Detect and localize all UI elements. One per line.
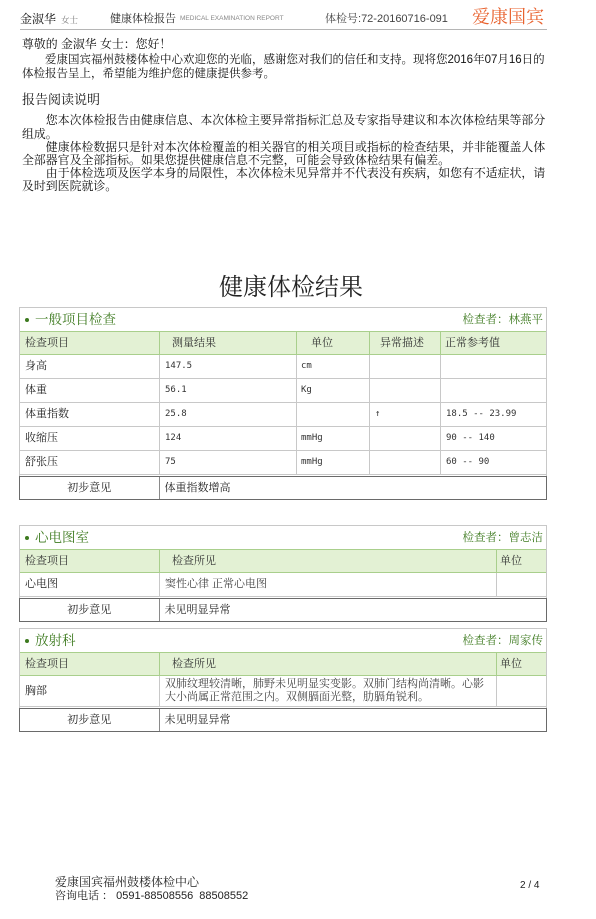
cell-abnormal-flag xyxy=(370,427,441,450)
preliminary-opinion-row xyxy=(19,708,547,732)
patient-honorific: 女士 xyxy=(61,15,79,25)
results-title: 健康体检结果 xyxy=(219,274,363,301)
footer-phone: 咨询电话 ： 0591-88508556 88508552 xyxy=(55,890,249,902)
exam-number-label: 体检号: xyxy=(325,13,362,25)
bullet-icon xyxy=(25,536,29,540)
cell-item: 收缩压 xyxy=(20,427,160,450)
column-header-item: 检查项目 xyxy=(20,332,160,354)
table-row xyxy=(20,573,546,597)
cell-item: 胸部 xyxy=(20,676,160,706)
cell-item: 体重 xyxy=(20,379,160,402)
cell-unit: Kg xyxy=(297,379,370,402)
column-header-item: 检查项目 xyxy=(20,550,160,572)
reading-guide xyxy=(22,114,549,193)
table-row xyxy=(20,355,546,379)
column-header-finding: 检查所见 xyxy=(160,653,497,675)
cell-abnormal-flag xyxy=(370,355,441,378)
examiner xyxy=(463,634,544,648)
exam-number-value: 72-20160716-091 xyxy=(361,13,448,25)
reading-guide-paragraph: 健康体检数据只是针对本次体检覆盖的相关器官的相关项目或指标的检查结果，并非能覆盖人体全部器官及全部指标。如果您提供健康信息不完整，可能会导致体检结果有偏差。 xyxy=(22,139,546,167)
cell-item: 舒张压 xyxy=(20,451,160,474)
section-title: 心电图室 xyxy=(35,529,89,545)
page-number: 2 / 4 xyxy=(520,880,540,891)
cell-result: 25.8 xyxy=(160,403,297,426)
table-row xyxy=(20,676,546,707)
table-row xyxy=(20,451,546,475)
section-title: 放射科 xyxy=(35,632,76,648)
reading-guide-paragraph: 由于体检选项及医学本身的局限性，本次体检未见异常并不代表没有疾病，如您有不适症状，请及时到医院就诊。 xyxy=(22,166,546,194)
examiner xyxy=(463,313,544,327)
cell-unit: cm xyxy=(297,355,370,378)
table-row xyxy=(20,427,546,451)
section-header xyxy=(20,526,546,549)
bullet-icon xyxy=(25,318,29,322)
preliminary-opinion-text: 体重指数增高 xyxy=(164,481,231,494)
column-header-item: 检查项目 xyxy=(20,653,160,675)
section-header xyxy=(20,308,546,331)
cell-unit: mmHg xyxy=(297,451,370,474)
header-divider xyxy=(20,29,547,30)
cell-reference xyxy=(441,379,546,402)
cell-unit: mmHg xyxy=(297,427,370,450)
column-header-unit: 单位 xyxy=(500,657,522,670)
column-header-result: 测量结果 xyxy=(160,332,297,354)
preliminary-opinion-label: 初步意见 xyxy=(20,599,160,621)
table-row xyxy=(20,403,546,427)
column-header-unit: 单位 xyxy=(500,554,522,567)
cell-item: 体重指数 xyxy=(20,403,160,426)
bullet-icon xyxy=(25,639,29,643)
section-header xyxy=(20,629,546,652)
examiner-name: 曾志洁 xyxy=(508,531,543,544)
cell-reference: 18.5 -- 23.99 xyxy=(446,409,517,419)
preliminary-opinion-text: 未见明显异常 xyxy=(164,603,231,616)
preliminary-opinion-row xyxy=(19,476,547,500)
patient-name: 金淑华 xyxy=(20,12,57,26)
column-header-abnormal: 异常描述 xyxy=(370,332,441,354)
section-radiology xyxy=(19,628,547,732)
examiner-name: 周家传 xyxy=(508,634,543,647)
cell-result: 147.5 xyxy=(160,355,297,378)
section-ecg xyxy=(19,525,547,622)
table-row xyxy=(20,379,546,403)
column-header-unit: 单位 xyxy=(297,332,370,354)
cell-unit xyxy=(497,676,546,706)
table-header-row xyxy=(20,331,546,355)
reading-guide-paragraph: 您本次体检报告由健康信息、本次体检主要异常指标汇总及专家指导建议和本次体检结果等部分组成。 xyxy=(22,113,546,141)
preliminary-opinion-text: 未见明显异常 xyxy=(164,713,231,726)
cell-abnormal-flag xyxy=(370,379,441,402)
cell-result: 75 xyxy=(160,451,297,474)
preliminary-opinion-row xyxy=(19,598,547,622)
examiner xyxy=(463,531,544,545)
cell-item: 心电图 xyxy=(20,573,160,596)
column-header-reference: 正常参考值 xyxy=(445,336,500,349)
cell-reference: 60 -- 90 xyxy=(446,457,490,467)
cell-abnormal-flag xyxy=(370,451,441,474)
table-header-row xyxy=(20,549,546,573)
cell-unit xyxy=(297,403,370,426)
cell-reference: 90 -- 140 xyxy=(446,433,495,443)
cell-reference xyxy=(441,355,546,378)
exam-number xyxy=(325,12,448,26)
cell-result: 56.1 xyxy=(160,379,297,402)
report-title: 健康体检报告 xyxy=(110,13,176,25)
salutation: 尊敬的 金淑华 女士：您好！ xyxy=(22,37,172,51)
table-header-row xyxy=(20,652,546,676)
section-general-exam xyxy=(19,307,547,500)
column-header-finding: 检查所见 xyxy=(160,550,497,572)
report-title-english: MEDICAL EXAMINATION REPORT xyxy=(180,15,284,22)
cell-item: 身高 xyxy=(20,355,160,378)
cell-finding: 窦性心律 正常心电图 xyxy=(160,573,497,596)
cell-unit xyxy=(497,573,546,596)
brand-logo: 爱康国宾 xyxy=(472,7,544,27)
examiner-name: 林燕平 xyxy=(508,313,543,326)
cell-finding: 双肺纹理较清晰，肺野未见明显实变影。双肺门结构尚清晰。心影大小尚属正常范围之内。双侧膈面光整，肋膈角锐利。 xyxy=(160,676,497,706)
examiner-label: 检查者： xyxy=(462,531,509,544)
cell-result: 124 xyxy=(160,427,297,450)
reading-guide-title: 报告阅读说明 xyxy=(22,92,101,107)
footer-center-name: 爱康国宾福州鼓楼体检中心 xyxy=(55,875,200,889)
preliminary-opinion-label: 初步意见 xyxy=(20,709,160,731)
preliminary-opinion-label: 初步意见 xyxy=(20,477,160,499)
section-title: 一般项目检查 xyxy=(35,311,116,327)
examiner-label: 检查者： xyxy=(462,313,509,326)
greeting-paragraph: 爱康国宾福州鼓楼体检中心欢迎您的光临，感谢您对我们的信任和支持。现将您2016年07月16日的体检报告呈上，希望能为维护您的健康提供参考。 xyxy=(22,54,545,80)
cell-abnormal-flag: ↑ xyxy=(370,403,441,426)
examiner-label: 检查者： xyxy=(462,634,509,647)
